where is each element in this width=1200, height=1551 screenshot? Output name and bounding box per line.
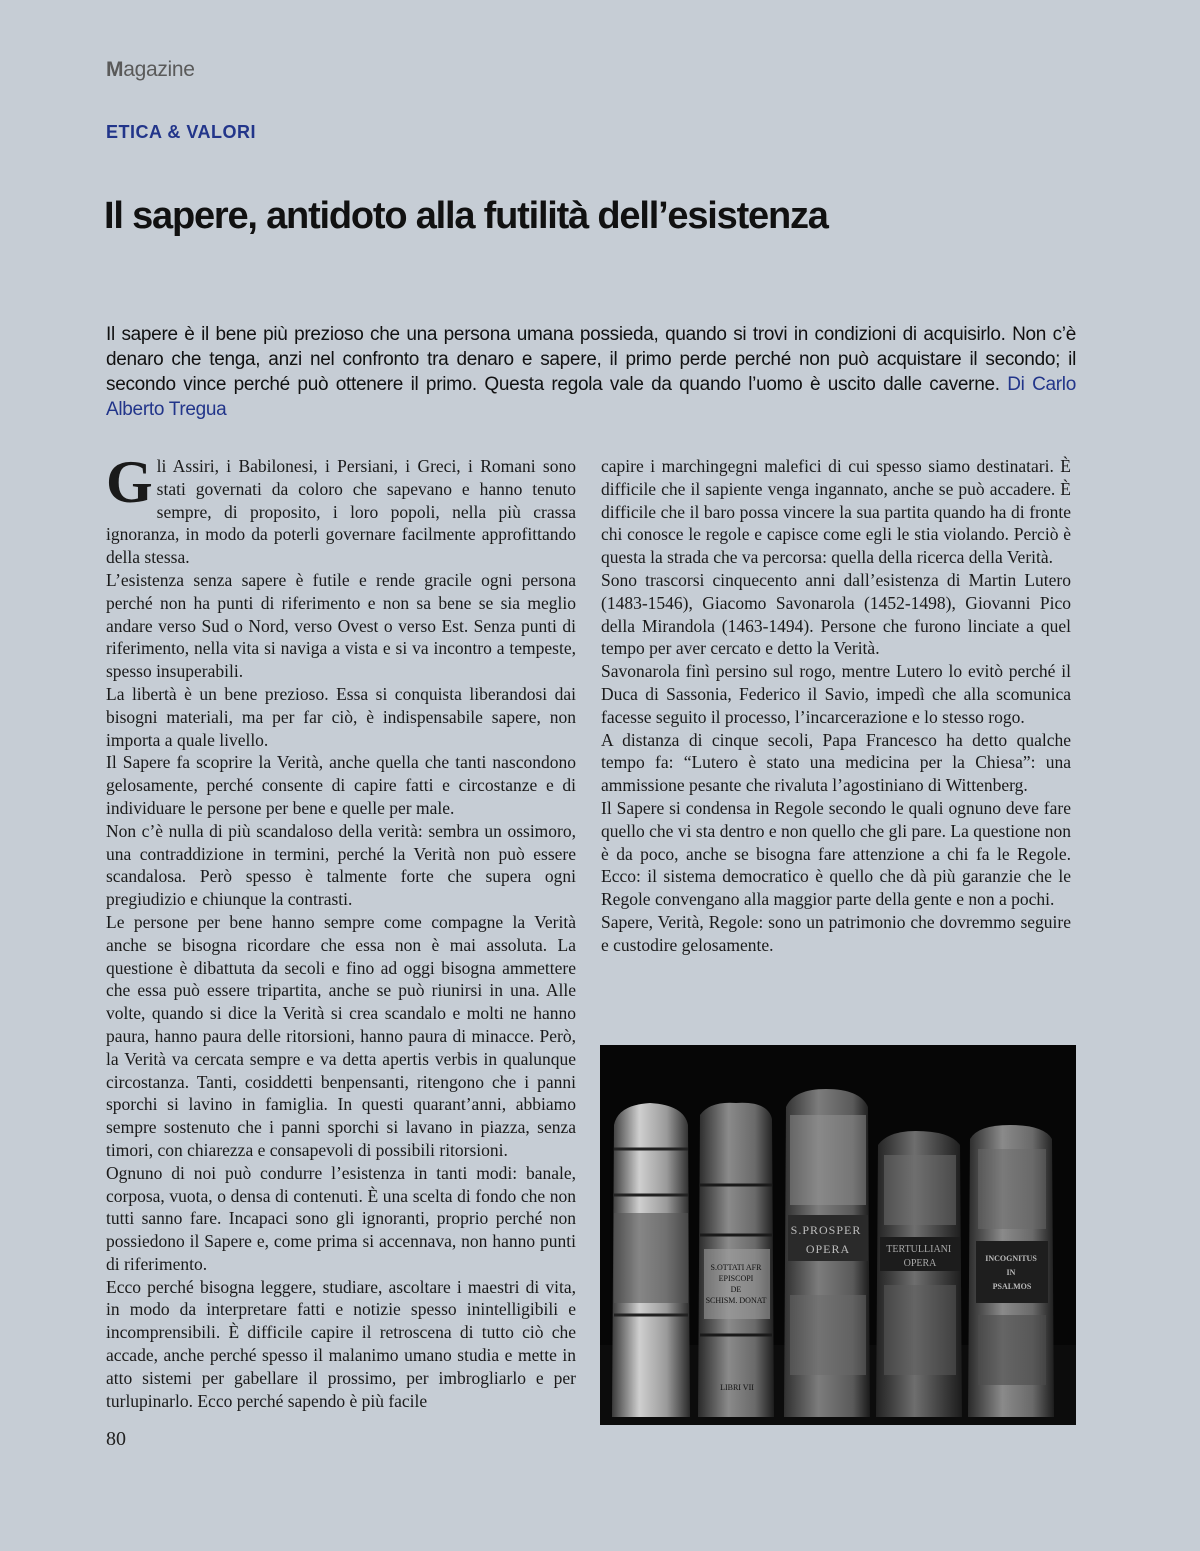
article-lead — [106, 322, 1076, 422]
book-4 — [876, 1131, 962, 1417]
magazine-masthead — [106, 58, 195, 82]
body-paragraph: Savonarola finì persino sul rogo, mentre Lutero lo evitò perché il Duca di Sassonia, Federico il Savio, impedì che alla scomunica facesse seguito il processo, l’incarcerazione e lo stesso rogo. — [601, 661, 1071, 727]
body-paragraph: Sono trascorsi cinquecento anni dall’esistenza di Martin Lutero (1483-1546), Giacomo Savonarola (1452-1498), Giovanni Pico della Mirandola (1463-1494). Persone che furono linciate a quel tempo per aver cercato e detto la Verità. — [601, 569, 1071, 659]
body-paragraph: Non c’è nulla di più scandaloso della verità: sembra un ossimoro, una contraddizione in termini, perché la Verità non può essere scandalosa. Però spesso è talmente forte che supera ogni pregiudizio e chiunque la contrasti. — [106, 820, 576, 910]
body-paragraph: Gli Assiri, i Babilonesi, i Persiani, i Greci, i Romani sono stati governati da coloro che sapevano e hanno tenuto sempre, di proposito, i loro popoli, nella più crassa ignoranza, in modo da poterli governare facilmente approfittando della stessa. — [106, 449, 576, 568]
body-paragraph: Le persone per bene hanno sempre come compagne la Verità anche se bisogna ricordare che essa non è mai assoluta. La questione è dibattuta da secoli e fino ad oggi bisogna ammettere che essa può essere tripartita, anche se può riunirsi in una. Alle volte, quando si dice la Verità si crea scandalo e molti ne hanno paura, hanno paura delle ritorsioni, hanno paura di minacce. Però, la Verità va cercata sempre e va detta apertis verbis in qualunque circostanza. Tanti, cosiddetti benpensanti, ritengono che i panni sporchi si lavino in famiglia. In questi quarant’anni, abbiamo sempre sostenuto che i panni sporchi si lavano in piazza, senza timori, con chiarezza e consapevoli di possibili ritorsioni. — [106, 911, 576, 1160]
body-column-right — [601, 455, 1071, 957]
body-paragraph: Ognuno di noi può condurre l’esistenza in tanti modi: banale, corposa, vuota, o densa di contenuti. È una scelta di fondo che non tutti sanno fare. Incapaci sono gli ignoranti, proprio perché non possiedono il Sapere e, come prima si accennava, non hanno punti di riferimento. — [106, 1162, 576, 1274]
book-2 — [698, 1103, 774, 1417]
body-paragraph: Sapere, Verità, Regole: sono un patrimonio che dovremmo seguire e custodire gelosamente. — [601, 911, 1071, 955]
lead-text: Il sapere è il bene più prezioso che una persona umana possieda, quando si trovi in condizioni di acquisirlo. Non c’è denaro che tenga, anzi nel confronto tra denaro e sapere, il primo perde perché non può acquistare il secondo; il secondo vince perché può ottenere il primo. Questa regola vale da quando l’uomo è uscito dalle caverne. — [106, 324, 1076, 395]
body-paragraph: La libertà è un bene prezioso. Essa si conquista liberandosi dai bisogni materiali, ma per far ciò, è indispensabile sapere, non importa a quale livello. — [106, 683, 576, 750]
body-paragraph: L’esistenza senza sapere è futile e rende gracile ogni persona perché non ha punti di riferimento e non sa bene se sia meglio andare verso Sud o Nord, verso Ovest o verso Est. Senza punti di riferimento, nella vita si naviga a vista e si va incontro a tempeste, spesso insuperabili. — [106, 569, 576, 682]
body-column-left — [106, 449, 576, 1412]
old-books-photo — [600, 1045, 1076, 1425]
svg-text:S.OTTATI AFR EPISCOPI: S.OTTATI AFR EPISCOPI DE SCHISM. DONAT LIBRI VII — [705, 1263, 767, 1392]
byline: Di Carlo Alberto Tregua — [106, 374, 1076, 420]
book-1 — [612, 1103, 690, 1417]
body-paragraph: Il Sapere fa scoprire la Verità, anche quella che tanti nascondono gelosamente, perché consente di capire fatti e circostanze e di individuare le persone per bene e quelle per male. — [106, 752, 576, 818]
svg-text:INCOGNITUS IN: INCOGNITUS IN PSALMOS — [985, 1254, 1037, 1291]
masthead-initial: M — [106, 58, 124, 81]
body-paragraph: capire i marchingegni malefici di cui spesso siamo destinatari. È difficile che il sapiente venga ingannato, anche se può accadere. È difficile che il baro possa vincere la sua partita quando ha di fronte chi conosce le regole e capisce come egli le stia violando. Perciò è questa la strada che va percorsa: quella della ricerca della Verità. — [601, 456, 1071, 568]
body-paragraph: Ecco perché bisogna leggere, studiare, ascoltare i maestri di vita, in modo da interpretare fatti e notizie spesso inintelligibili e incomprensibili. È difficile capire il retroscena di tutto ciò che accade, anche perché spesso il malanimo umano studia e mette in atto sistemi per gabellare il prossimo, per imbrogliarlo e per turlupinarlo. Ecco perché sapendo è più facile — [106, 1276, 576, 1411]
section-label: ETICA & VALORI — [106, 122, 256, 142]
article-headline: Il sapere, antidoto alla futilità dell’esistenza — [104, 195, 828, 237]
drop-cap: G — [106, 449, 153, 515]
svg-text:TERTULLIANI OPERA: TERTULLIANI OPERA — [886, 1244, 952, 1269]
masthead-rest: agazine — [123, 58, 195, 81]
body-paragraph: Il Sapere si condensa in Regole secondo le quali ognuno deve fare quello che vi sta dentro e non quello che gli pare. La questione non è da poco, anche se bisogna fare attenzione a chi fa le Regole. Ecco: il sistema democratico è quello che dà più garanzie che le Regole convengano alla maggior parte della gente e non a pochi. — [601, 797, 1071, 910]
book-3 — [784, 1089, 870, 1417]
page-number: 80 — [106, 1428, 126, 1450]
books-illustration — [600, 1045, 1076, 1425]
svg-text:S.PROSPER OPERA: S.PROSPER OPERA — [790, 1223, 862, 1256]
book-5 — [968, 1125, 1054, 1417]
body-paragraph: A distanza di cinque secoli, Papa Francesco ha detto qualche tempo fa: “Lutero è stato una medicina per la Chiesa”: una ammissione pesante che rivaluta l’agostiniano di Wittenberg. — [601, 729, 1071, 796]
